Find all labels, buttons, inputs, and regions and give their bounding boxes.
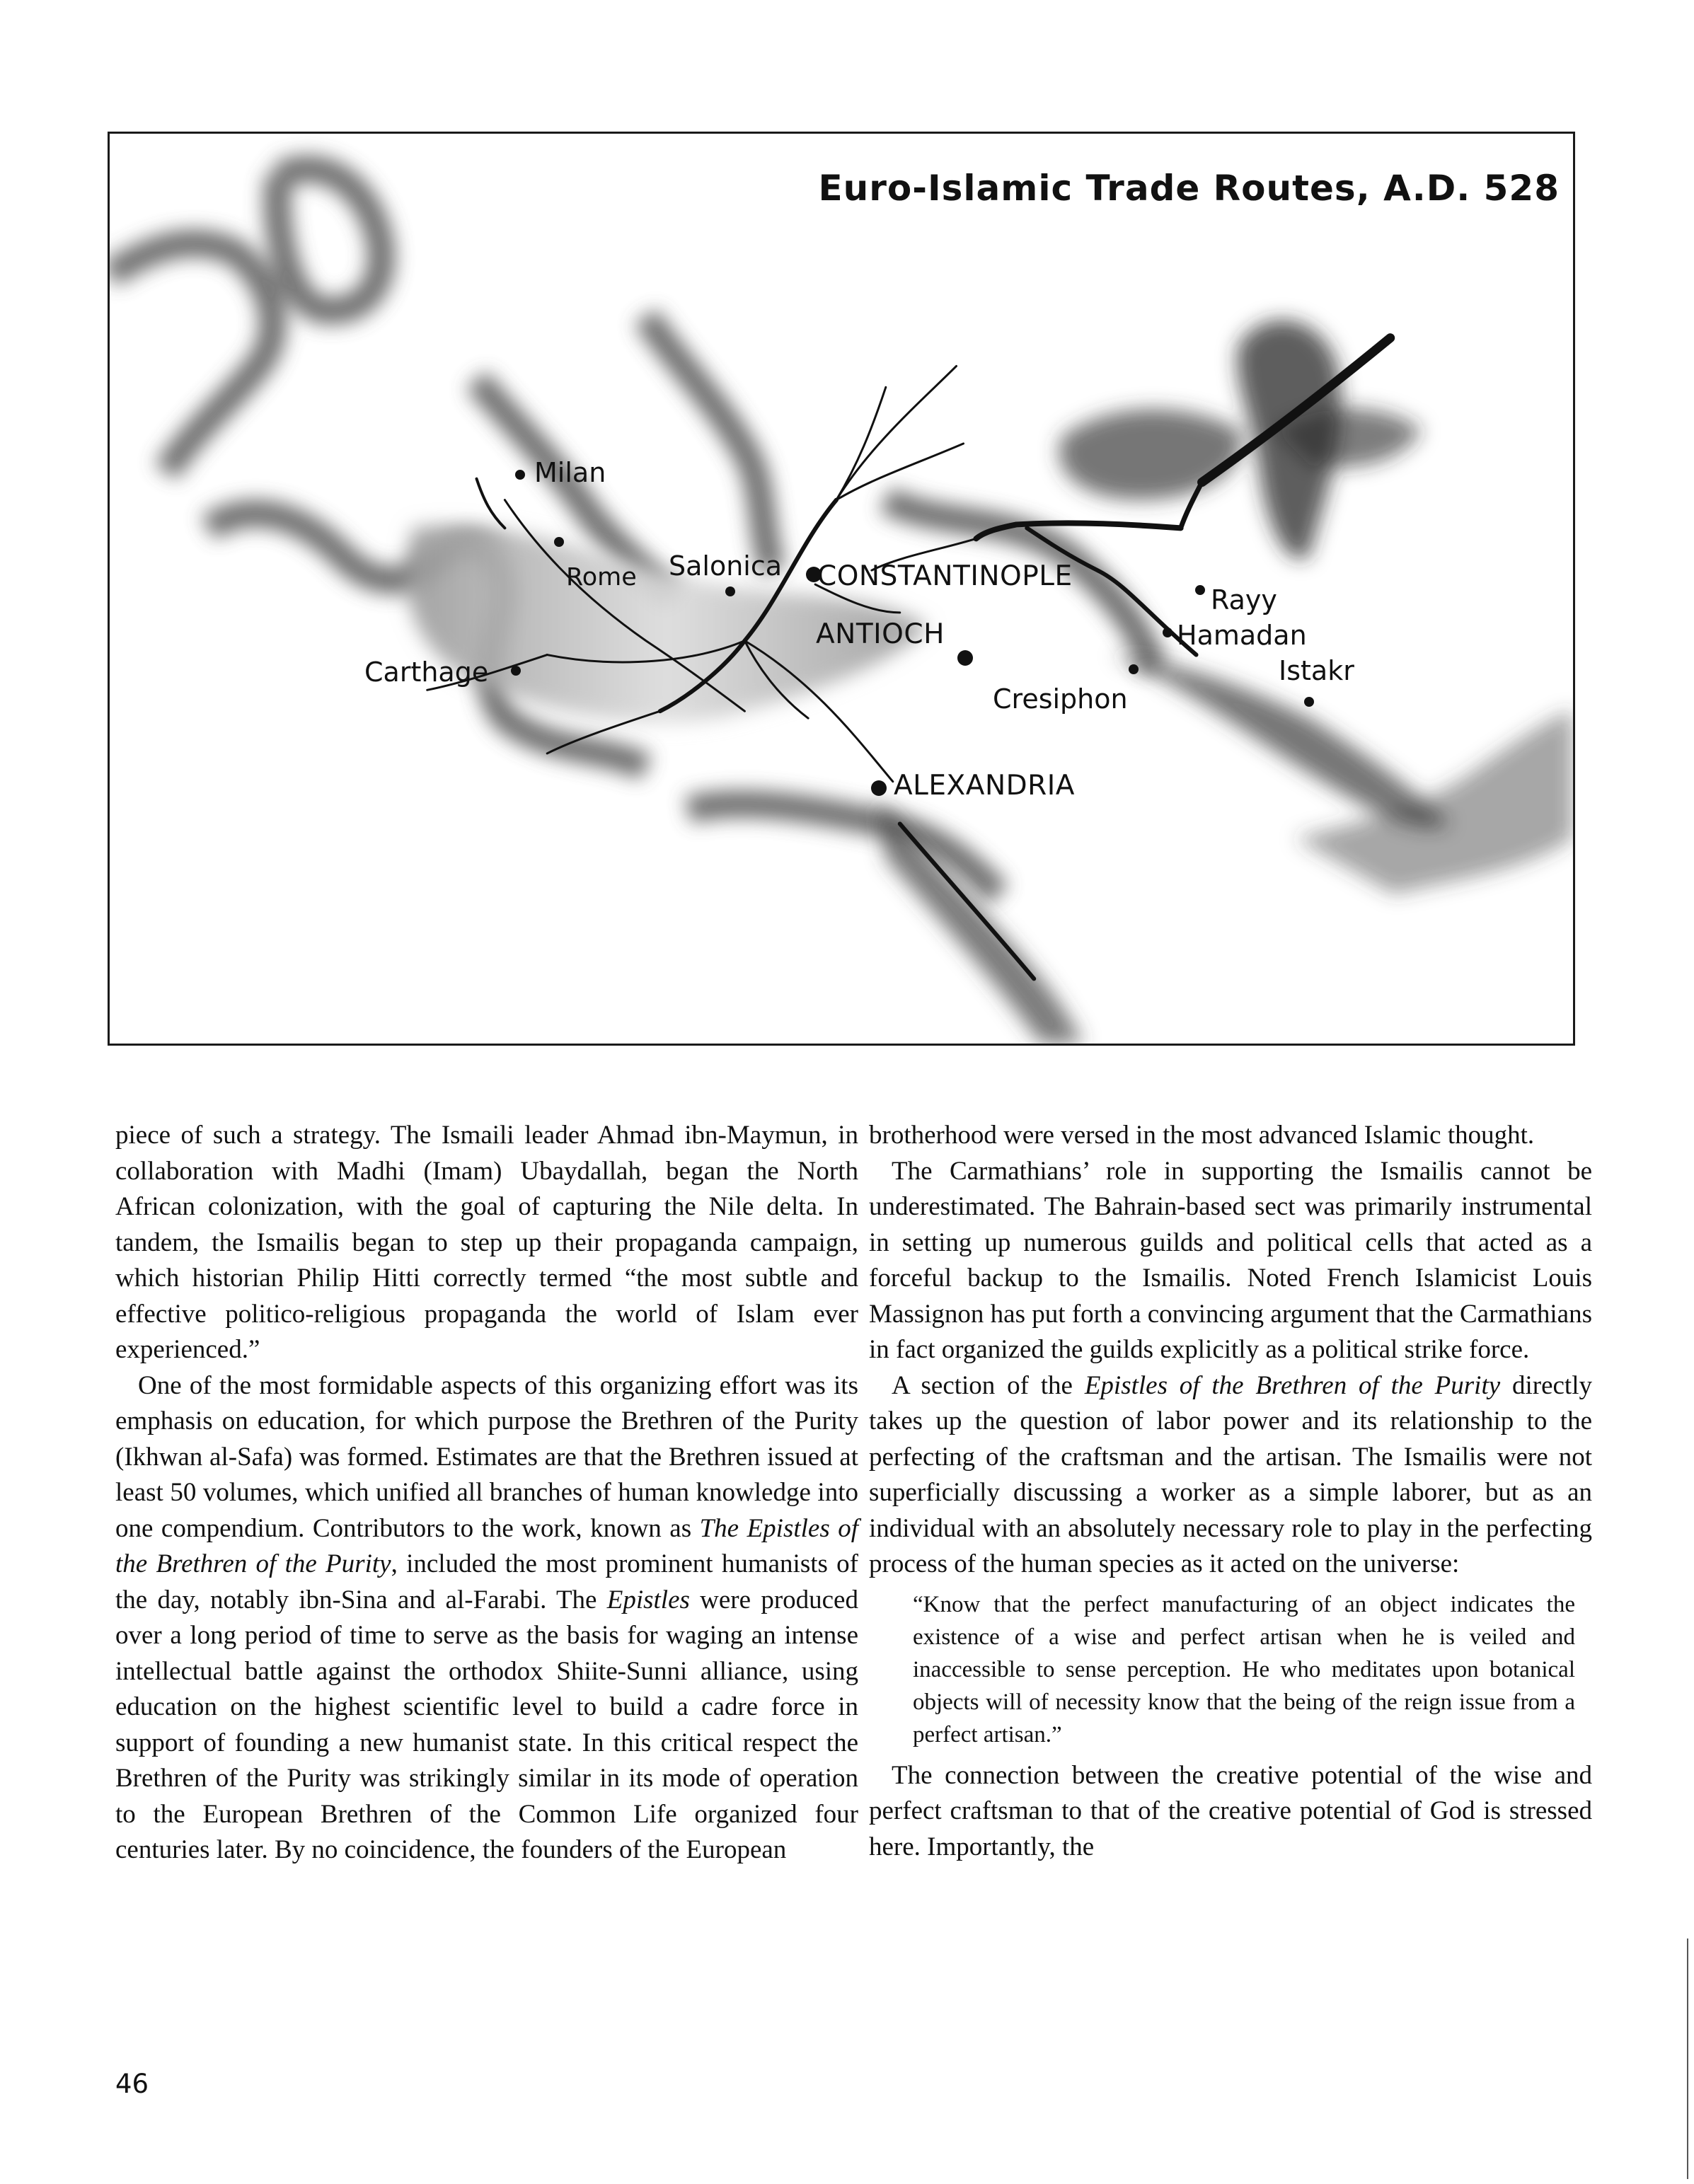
city-dot-rome [554, 537, 564, 547]
city-label-istakr: Istakr [1279, 655, 1354, 686]
city-label-hamadan: Hamadan [1177, 620, 1307, 651]
city-dot-rayy [1195, 585, 1205, 595]
text-run: One of the most formidable aspects of this organizing effort was its emphasis on education, for which purpose the Brethren of the Purity (Ikhwan al-Safa) was formed. Estimates are that the Brethren issued at least 50 volumes, which unified all branches of human knowledge into one compendium. Contributors to the work, known as [115, 1370, 858, 1543]
text-run: were produced over a long period of time to serve as the basis for waging an intense intellectual battle against the orthodox Shiite-Sunni alliance, using education on the highest scientific level to build a cadre force in support of founding a new humanist state. In this critical respect the Brethren of the Purity was strikingly similar in its mode of operation to the European Brethren of the Common Life organized four centuries later. By no coincidence, the founders of the European [115, 1585, 858, 1864]
paragraph: piece of such a strategy. The Ismaili leader Ahmad ibn-Maymun, in collaboration with Madhi (Imam) Ubaydallah, began the North African colonization, with the goal of capturing the Nile delta. In tandem, the Ismailis began to step up their propaganda campaign, which historian Philip Hitti correctly termed “the most subtle and effective politico-religious propaganda the world of Islam ever experienced.” [115, 1121, 858, 1364]
city-label-carthage: Carthage [364, 657, 489, 688]
text-run-italic: The Epistles of the Brethren of the Purity [115, 1513, 858, 1578]
text-run: directly takes up the question of labor power and its relationship to the perfecting of the craftsman and the artisan. The Ismailis were not superficially discussing a worker as a simple laborer, but as an individual with an absolutely necessary role to play in the perfecting process of the human species as it acted on the universe: [869, 1370, 1592, 1578]
city-dot-hamadan [1163, 628, 1172, 637]
city-label-antioch: ANTIOCH [816, 618, 945, 650]
inland-seas [406, 320, 1573, 1044]
city-dot-istakr [1304, 697, 1314, 707]
paragraph [115, 1368, 858, 1868]
paragraph [869, 1368, 1592, 1583]
city-dot-milan [515, 470, 525, 480]
city-label-cresiphon: Cresiphon [993, 683, 1128, 715]
right-column [869, 1118, 1592, 1865]
text-run: , included the most prominent humanists of the day, notably ibn-Sina and al-Farabi. The [115, 1549, 859, 1614]
city-dot-cresiphon [1129, 664, 1139, 674]
city-label-rome: Rome [566, 563, 637, 591]
city-dot-salonica [725, 587, 735, 596]
city-label-salonica: Salonica [669, 550, 783, 582]
city-dot-alexandria [871, 780, 887, 796]
city-label-rayy: Rayy [1211, 584, 1277, 616]
city-dot-carthage [511, 666, 521, 676]
city-dot-antioch [957, 650, 973, 666]
left-column [115, 1118, 858, 1868]
page-number: 46 [115, 2069, 149, 2099]
text-run: A section of the [892, 1370, 1085, 1400]
block-quote: “Know that the perfect manufacturing of an object indicates the existence of a wise and perfect artisan when he is veiled and inaccessible to sense perception. He who meditates upon botanical objects will of necessity know that the being of the reign issue from a perfect artisan.” [913, 1591, 1575, 1747]
city-label-milan: Milan [534, 457, 606, 488]
text-run-italic: Epistles [606, 1585, 690, 1614]
paragraph: The Carmathians’ role in supporting the Ismailis cannot be underestimated. The Bahrain-based sect was primarily instrumental in setting up numerous guilds and political cells that acted as a forceful backup to the Ismailis. Noted French Islamicist Louis Massignon has put forth a convincing argument that the Carmathians in fact organized the guilds explicitly as a political strike force. [869, 1156, 1592, 1364]
trade-routes-map [108, 132, 1575, 1046]
map-title: Euro-Islamic Trade Routes, A.D. 528 [818, 168, 1560, 209]
margin-rule [1687, 1939, 1688, 2179]
city-label-constantinople: CONSTANTINOPLE [817, 560, 1073, 592]
paragraph: The connection between the creative potential of the wise and perfect craftsman to that of the creative potential of God is stressed here. Importantly, the [869, 1760, 1592, 1861]
city-label-alexandria: ALEXANDRIA [894, 770, 1075, 802]
paragraph: brotherhood were versed in the most advanced Islamic thought. [869, 1121, 1535, 1150]
text-run-italic: Epistles of the Brethren of the Purity [1084, 1370, 1501, 1400]
